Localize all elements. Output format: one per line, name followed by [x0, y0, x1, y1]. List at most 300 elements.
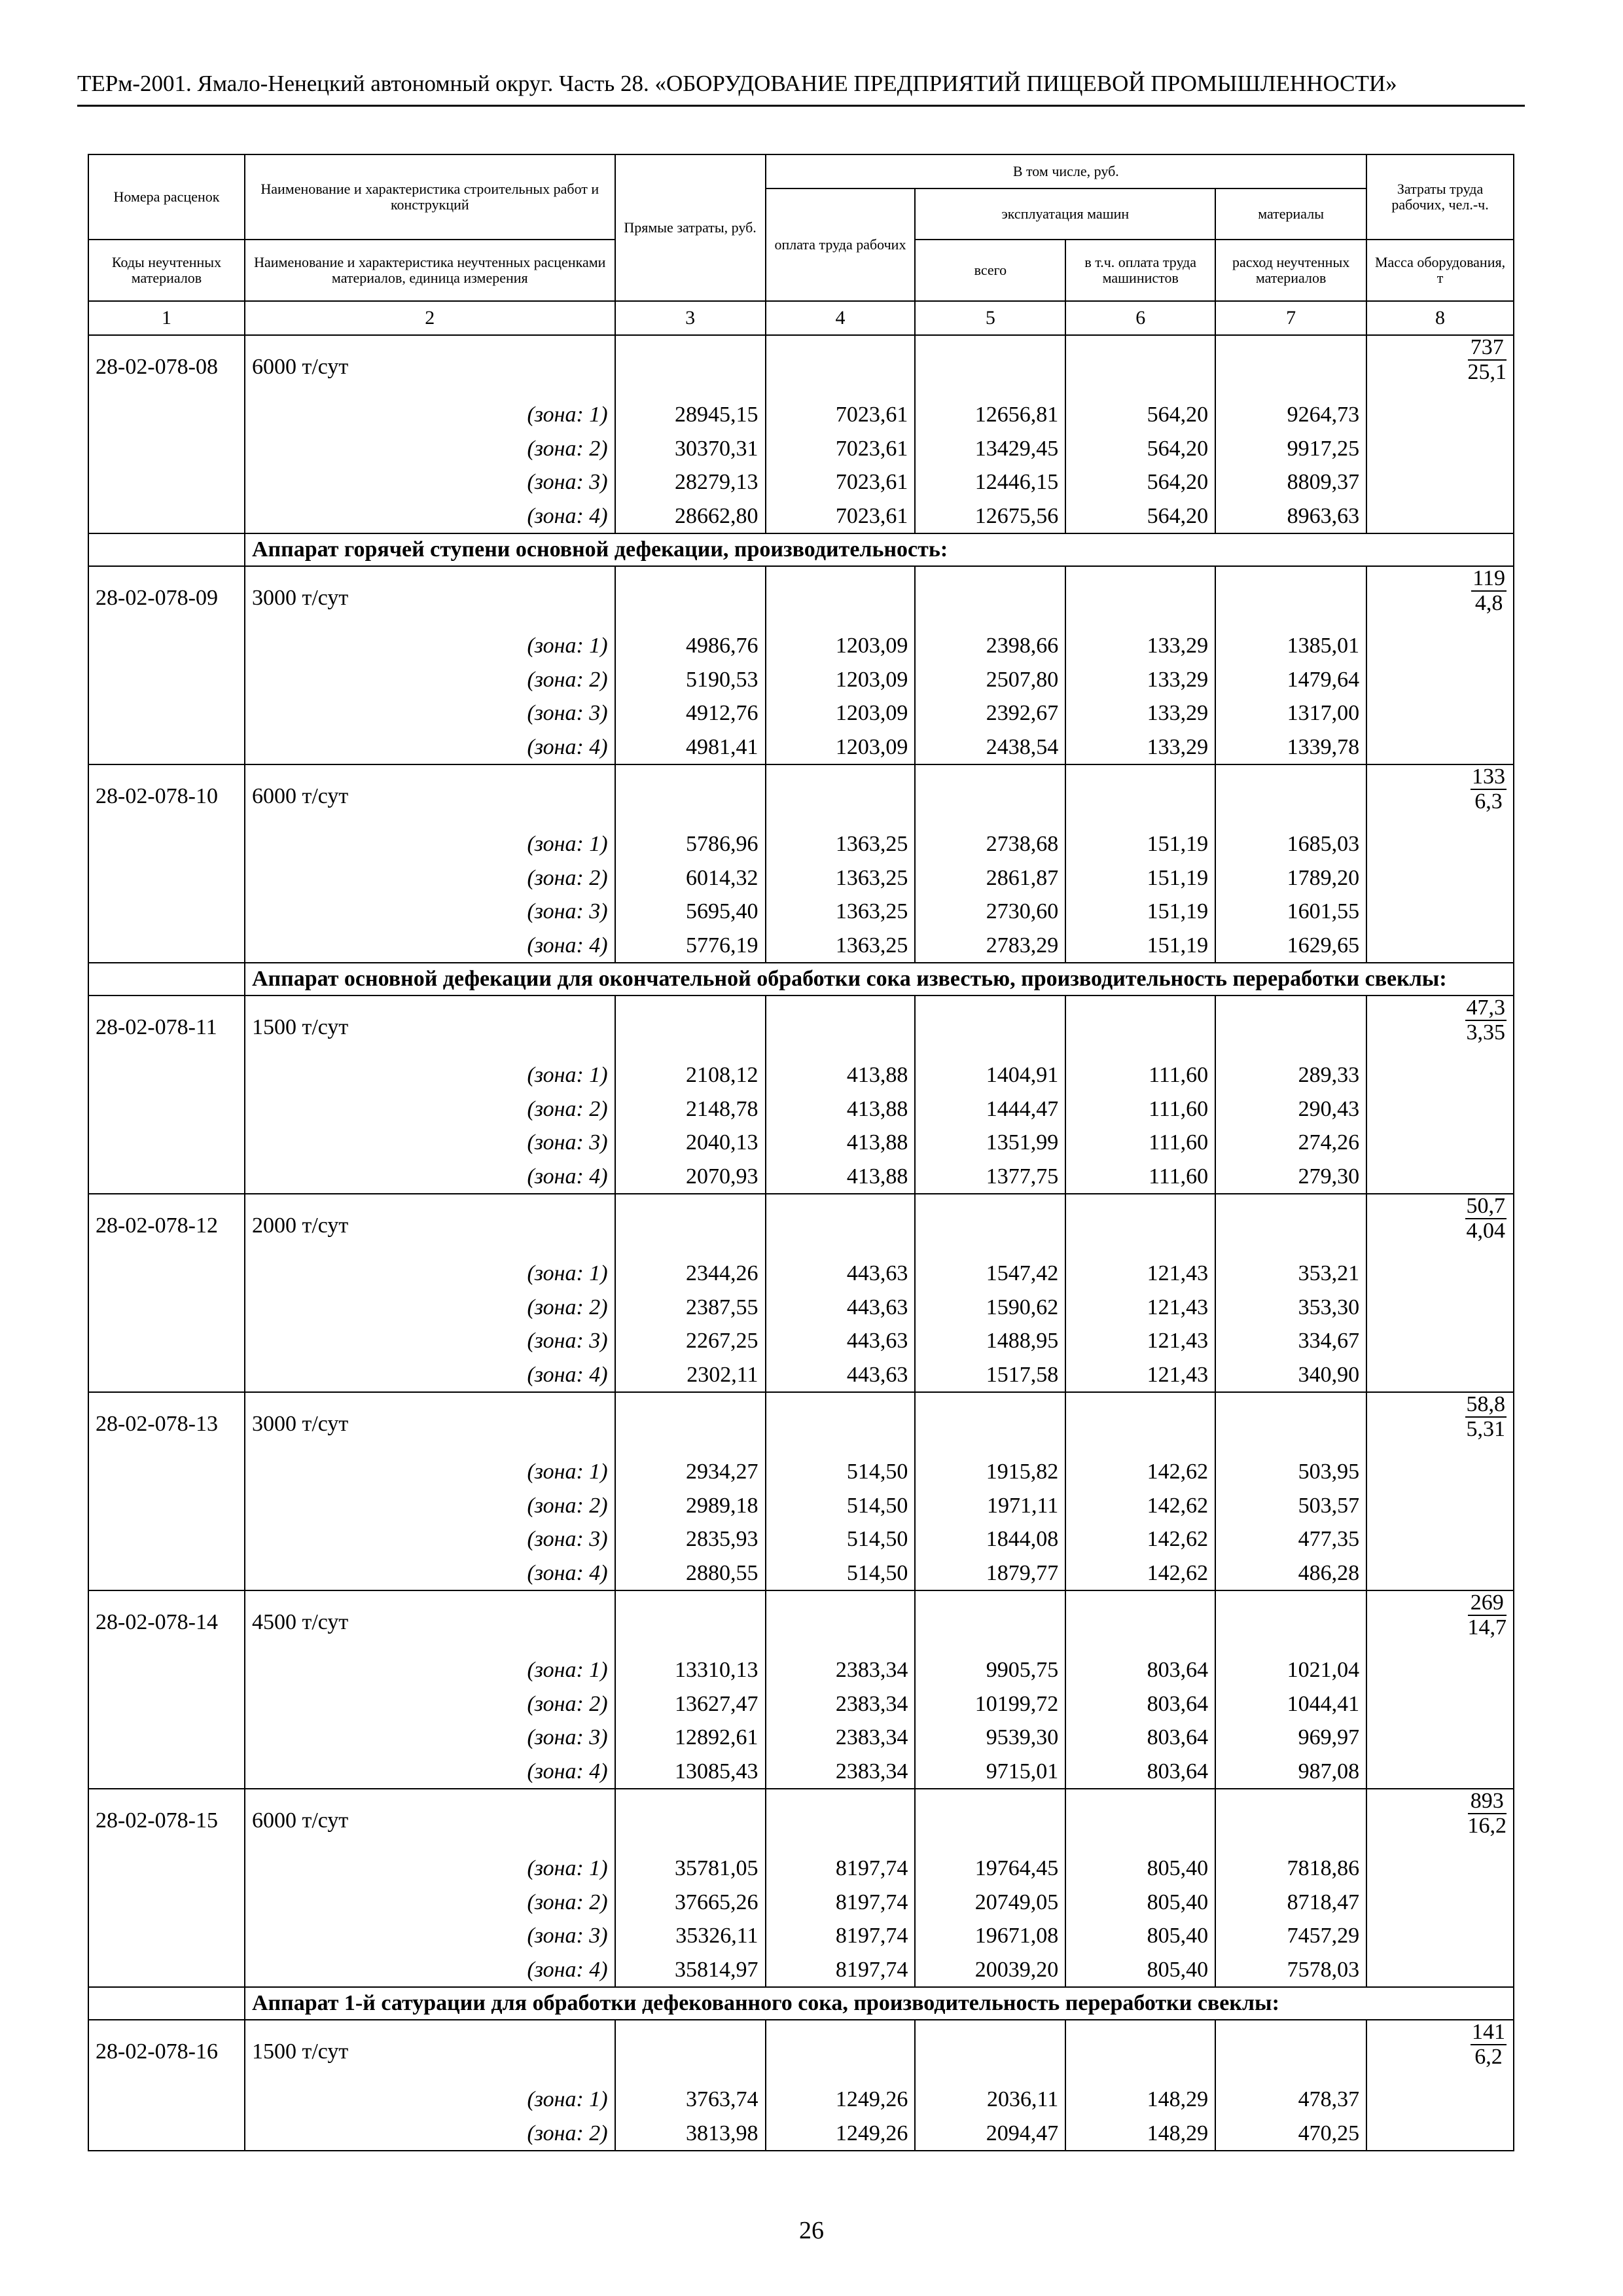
zone-label: (зона: 1)	[245, 827, 615, 861]
value-cell: 2387,55	[615, 1291, 766, 1325]
labor-mass-fraction	[1465, 1393, 1507, 1441]
mass-value: 6,3	[1474, 789, 1503, 814]
empty-cell	[88, 1755, 245, 1789]
table-row	[88, 2020, 1514, 2083]
col-number: 3	[615, 301, 766, 335]
empty-cell	[1366, 629, 1514, 663]
value-cell: 2783,29	[915, 929, 1065, 963]
table-row	[88, 861, 1514, 895]
empty-cell	[615, 335, 766, 398]
value-cell: 2302,11	[615, 1358, 766, 1393]
mass-value: 4,8	[1474, 591, 1503, 615]
rate-code: 28-02-078-16	[88, 2020, 245, 2083]
empty-cell	[88, 1489, 245, 1523]
value-cell: 353,30	[1215, 1291, 1366, 1325]
empty-cell	[1065, 1789, 1215, 1852]
value-cell: 142,62	[1065, 1489, 1215, 1523]
labor-value: 50,7	[1466, 1194, 1505, 1218]
empty-cell	[1065, 996, 1215, 1058]
value-cell: 148,29	[1065, 2117, 1215, 2151]
rate-code: 28-02-078-14	[88, 1590, 245, 1653]
table-row	[88, 566, 1514, 629]
value-cell: 1517,58	[915, 1358, 1065, 1393]
empty-cell	[1366, 1092, 1514, 1126]
table-row	[88, 1721, 1514, 1755]
value-cell: 3813,98	[615, 2117, 766, 2151]
empty-cell	[1366, 895, 1514, 929]
value-cell: 470,25	[1215, 2117, 1366, 2151]
value-cell: 1971,11	[915, 1489, 1065, 1523]
table-row	[88, 1324, 1514, 1358]
rate-code: 28-02-078-09	[88, 566, 245, 629]
value-cell: 35781,05	[615, 1852, 766, 1886]
value-cell: 2989,18	[615, 1489, 766, 1523]
value-cell: 13085,43	[615, 1755, 766, 1789]
value-cell: 151,19	[1065, 895, 1215, 929]
empty-cell	[615, 566, 766, 629]
section-row	[88, 963, 1514, 996]
value-cell: 8718,47	[1215, 1886, 1366, 1920]
mass-value: 25,1	[1467, 360, 1507, 384]
zone-label: (зона: 3)	[245, 1721, 615, 1755]
empty-cell	[88, 1291, 245, 1325]
value-cell: 133,29	[1065, 730, 1215, 765]
empty-cell	[1215, 764, 1366, 827]
empty-cell	[88, 929, 245, 963]
zone-label: (зона: 2)	[245, 1886, 615, 1920]
including-header: В том числе, руб.	[766, 154, 1367, 188]
value-cell: 2507,80	[915, 663, 1065, 697]
zone-label: (зона: 4)	[245, 1556, 615, 1591]
value-cell: 8197,74	[766, 1919, 916, 1953]
value-cell: 8197,74	[766, 1953, 916, 1988]
labor-mass-cell	[1366, 1392, 1514, 1455]
empty-cell	[88, 1160, 245, 1194]
mass-value: 5,31	[1466, 1417, 1505, 1441]
value-cell: 28945,15	[615, 398, 766, 432]
empty-cell	[1366, 1291, 1514, 1325]
value-cell: 151,19	[1065, 861, 1215, 895]
page-number: 26	[799, 2217, 824, 2244]
value-cell: 133,29	[1065, 629, 1215, 663]
empty-cell	[1215, 996, 1366, 1058]
table-row	[88, 1789, 1514, 1852]
rate-code: 28-02-078-11	[88, 996, 245, 1058]
table-row	[88, 1160, 1514, 1194]
empty-cell	[1065, 1590, 1215, 1653]
value-cell: 564,20	[1065, 432, 1215, 466]
value-cell: 1601,55	[1215, 895, 1366, 929]
value-cell: 514,50	[766, 1455, 916, 1489]
col6-header: в т.ч. оплата труда машинистов	[1065, 240, 1215, 301]
item-name: 2000 т/сут	[245, 1194, 615, 1257]
value-cell: 4986,76	[615, 629, 766, 663]
table-row	[88, 1953, 1514, 1988]
zone-label: (зона: 1)	[245, 2083, 615, 2117]
value-cell: 7818,86	[1215, 1852, 1366, 1886]
empty-cell	[915, 1590, 1065, 1653]
item-name: 6000 т/сут	[245, 335, 615, 398]
col3-header: Прямые затраты, руб.	[615, 154, 766, 301]
labor-value: 893	[1468, 1789, 1507, 1814]
value-cell: 111,60	[1065, 1126, 1215, 1160]
machines-header: эксплуатация машин	[915, 188, 1215, 240]
value-cell: 503,57	[1215, 1489, 1366, 1523]
value-cell: 2880,55	[615, 1556, 766, 1591]
table-row	[88, 1755, 1514, 1789]
zone-label: (зона: 2)	[245, 1092, 615, 1126]
value-cell: 6014,32	[615, 861, 766, 895]
empty-cell	[88, 1455, 245, 1489]
zone-label: (зона: 1)	[245, 1653, 615, 1687]
labor-mass-fraction	[1468, 1789, 1507, 1838]
empty-cell	[88, 1257, 245, 1291]
labor-mass-fraction	[1471, 2020, 1507, 2069]
value-cell: 13627,47	[615, 1687, 766, 1721]
zone-label: (зона: 1)	[245, 1058, 615, 1092]
empty-cell	[88, 1687, 245, 1721]
empty-cell	[1366, 1953, 1514, 1988]
value-cell: 2383,34	[766, 1687, 916, 1721]
table-row	[88, 398, 1514, 432]
table-row	[88, 465, 1514, 499]
empty-cell	[1366, 1058, 1514, 1092]
empty-cell	[1065, 1194, 1215, 1257]
empty-cell	[615, 1392, 766, 1455]
empty-cell	[915, 1789, 1065, 1852]
table-row	[88, 1886, 1514, 1920]
value-cell: 7023,61	[766, 499, 916, 534]
value-cell: 2148,78	[615, 1092, 766, 1126]
empty-cell	[1366, 929, 1514, 963]
table-row	[88, 1392, 1514, 1455]
empty-cell	[88, 629, 245, 663]
value-cell: 1044,41	[1215, 1687, 1366, 1721]
value-cell: 2398,66	[915, 629, 1065, 663]
empty-cell	[88, 1092, 245, 1126]
table-row	[88, 929, 1514, 963]
col-number: 1	[88, 301, 245, 335]
value-cell: 274,26	[1215, 1126, 1366, 1160]
value-cell: 20749,05	[915, 1886, 1065, 1920]
col5-header: всего	[915, 240, 1065, 301]
header-rule	[77, 105, 1525, 107]
value-cell: 2861,87	[915, 861, 1065, 895]
value-cell: 142,62	[1065, 1556, 1215, 1591]
value-cell: 514,50	[766, 1522, 916, 1556]
value-cell: 1488,95	[915, 1324, 1065, 1358]
mass-value: 4,04	[1466, 1219, 1505, 1243]
empty-cell	[615, 764, 766, 827]
value-cell: 30370,31	[615, 432, 766, 466]
empty-cell	[1215, 566, 1366, 629]
section-row	[88, 533, 1514, 566]
value-cell: 1479,64	[1215, 663, 1366, 697]
value-cell: 5776,19	[615, 929, 766, 963]
value-cell: 564,20	[1065, 398, 1215, 432]
empty-cell	[915, 1194, 1065, 1257]
empty-cell	[1065, 2020, 1215, 2083]
labor-value: 119	[1472, 566, 1505, 590]
value-cell: 803,64	[1065, 1687, 1215, 1721]
value-cell: 1363,25	[766, 895, 916, 929]
empty-cell	[1366, 2117, 1514, 2151]
value-cell: 443,63	[766, 1257, 916, 1291]
rate-code: 28-02-078-10	[88, 764, 245, 827]
value-cell: 2392,67	[915, 696, 1065, 730]
empty-cell	[88, 861, 245, 895]
value-cell: 1351,99	[915, 1126, 1065, 1160]
empty-cell	[1215, 335, 1366, 398]
table-row	[88, 1358, 1514, 1393]
empty-cell	[88, 465, 245, 499]
empty-cell	[766, 1392, 916, 1455]
value-cell: 564,20	[1065, 499, 1215, 534]
table-row	[88, 1455, 1514, 1489]
value-cell: 111,60	[1065, 1160, 1215, 1194]
empty-cell	[88, 827, 245, 861]
page-header: ТЕРм-2001. Ямало-Ненецкий автономный округ. Часть 28. «ОБОРУДОВАНИЕ ПРЕДПРИЯТИЙ ПИЩЕВОЙ ПРОМЫШЛЕННОСТИ»	[77, 71, 1397, 96]
value-cell: 12446,15	[915, 465, 1065, 499]
empty-cell	[766, 566, 916, 629]
value-cell: 28662,80	[615, 499, 766, 534]
empty-cell	[88, 499, 245, 534]
labor-value: 58,8	[1466, 1392, 1505, 1416]
empty-cell	[88, 1953, 245, 1988]
value-cell: 1363,25	[766, 861, 916, 895]
labor-mass-fraction	[1468, 336, 1507, 384]
item-name: 3000 т/сут	[245, 1392, 615, 1455]
empty-cell	[1366, 1919, 1514, 1953]
empty-cell	[615, 996, 766, 1058]
empty-cell	[1366, 1852, 1514, 1886]
empty-cell	[88, 1358, 245, 1393]
value-cell: 121,43	[1065, 1358, 1215, 1393]
value-cell: 514,50	[766, 1556, 916, 1591]
empty-cell	[915, 996, 1065, 1058]
empty-cell	[1366, 1455, 1514, 1489]
zone-label: (зона: 1)	[245, 1852, 615, 1886]
value-cell: 5190,53	[615, 663, 766, 697]
value-cell: 1203,09	[766, 730, 916, 765]
empty-cell	[88, 1324, 245, 1358]
empty-cell	[1366, 1556, 1514, 1591]
value-cell: 334,67	[1215, 1324, 1366, 1358]
labor-value: 47,3	[1466, 996, 1505, 1020]
labor-mass-cell	[1366, 764, 1514, 827]
table-row	[88, 730, 1514, 765]
empty-cell	[1366, 2083, 1514, 2117]
value-cell: 148,29	[1065, 2083, 1215, 2117]
table-row	[88, 629, 1514, 663]
empty-cell	[1366, 398, 1514, 432]
table-row	[88, 1687, 1514, 1721]
zone-label: (зона: 1)	[245, 398, 615, 432]
rate-code: 28-02-078-12	[88, 1194, 245, 1257]
item-name: 6000 т/сут	[245, 764, 615, 827]
value-cell: 2383,34	[766, 1755, 916, 1789]
value-cell: 413,88	[766, 1160, 916, 1194]
value-cell: 35814,97	[615, 1953, 766, 1988]
zone-label: (зона: 2)	[245, 1489, 615, 1523]
value-cell: 8197,74	[766, 1852, 916, 1886]
value-cell: 111,60	[1065, 1092, 1215, 1126]
empty-cell	[1215, 1392, 1366, 1455]
empty-cell	[1366, 465, 1514, 499]
zone-label: (зона: 4)	[245, 1160, 615, 1194]
rate-code: 28-02-078-13	[88, 1392, 245, 1455]
table-row	[88, 696, 1514, 730]
zone-label: (зона: 2)	[245, 432, 615, 466]
value-cell: 35326,11	[615, 1919, 766, 1953]
value-cell: 803,64	[1065, 1721, 1215, 1755]
value-cell: 2094,47	[915, 2117, 1065, 2151]
table-head	[88, 154, 1514, 335]
labor-value: 133	[1472, 764, 1505, 789]
value-cell: 12656,81	[915, 398, 1065, 432]
value-cell: 7023,61	[766, 465, 916, 499]
value-cell: 7457,29	[1215, 1919, 1366, 1953]
empty-cell	[1366, 1755, 1514, 1789]
value-cell: 514,50	[766, 1489, 916, 1523]
zone-label: (зона: 4)	[245, 1953, 615, 1988]
empty-cell	[915, 764, 1065, 827]
value-cell: 4981,41	[615, 730, 766, 765]
empty-cell	[766, 1789, 916, 1852]
value-cell: 2070,93	[615, 1160, 766, 1194]
value-cell: 290,43	[1215, 1092, 1366, 1126]
empty-cell	[766, 335, 916, 398]
col2-header: Наименование и характеристика строительных работ и конструкций	[245, 154, 615, 240]
value-cell: 1879,77	[915, 1556, 1065, 1591]
labor-mass-fraction	[1471, 567, 1507, 615]
empty-cell	[1215, 1590, 1366, 1653]
value-cell: 2730,60	[915, 895, 1065, 929]
empty-cell	[1366, 1886, 1514, 1920]
empty-cell	[88, 730, 245, 765]
value-cell: 987,08	[1215, 1755, 1366, 1789]
empty-cell	[88, 1886, 245, 1920]
value-cell: 121,43	[1065, 1291, 1215, 1325]
empty-cell	[915, 2020, 1065, 2083]
mass-value: 16,2	[1467, 1814, 1507, 1838]
value-cell: 2344,26	[615, 1257, 766, 1291]
empty-cell	[88, 1556, 245, 1591]
value-cell: 28279,13	[615, 465, 766, 499]
col-number: 5	[915, 301, 1065, 335]
table-row	[88, 1058, 1514, 1092]
value-cell: 9264,73	[1215, 398, 1366, 432]
value-cell: 8809,37	[1215, 465, 1366, 499]
col4-header: оплата труда рабочих	[766, 188, 916, 301]
value-cell: 1363,25	[766, 929, 916, 963]
empty-cell	[1215, 1194, 1366, 1257]
value-cell: 1317,00	[1215, 696, 1366, 730]
value-cell: 2383,34	[766, 1653, 916, 1687]
table-row	[88, 1126, 1514, 1160]
zone-label: (зона: 2)	[245, 2117, 615, 2151]
labor-mass-cell	[1366, 1789, 1514, 1852]
value-cell: 805,40	[1065, 1886, 1215, 1920]
empty-cell	[88, 895, 245, 929]
value-cell: 7023,61	[766, 398, 916, 432]
item-name: 3000 т/сут	[245, 566, 615, 629]
zone-label: (зона: 4)	[245, 1755, 615, 1789]
empty-cell	[88, 1522, 245, 1556]
value-cell: 2835,93	[615, 1522, 766, 1556]
empty-cell	[615, 1590, 766, 1653]
col8-subheader: Масса оборудования, т	[1366, 240, 1514, 301]
value-cell: 1385,01	[1215, 629, 1366, 663]
table-row	[88, 1852, 1514, 1886]
empty-cell	[88, 2083, 245, 2117]
value-cell: 1590,62	[915, 1291, 1065, 1325]
value-cell: 8197,74	[766, 1886, 916, 1920]
value-cell: 289,33	[1215, 1058, 1366, 1092]
value-cell: 486,28	[1215, 1556, 1366, 1591]
table-row	[88, 499, 1514, 534]
value-cell: 8963,63	[1215, 499, 1366, 534]
table-row	[88, 764, 1514, 827]
value-cell: 142,62	[1065, 1522, 1215, 1556]
zone-label: (зона: 4)	[245, 730, 615, 765]
table-row	[88, 335, 1514, 398]
value-cell: 1844,08	[915, 1522, 1065, 1556]
empty-cell	[1065, 566, 1215, 629]
value-cell: 1547,42	[915, 1257, 1065, 1291]
empty-cell	[615, 2020, 766, 2083]
table-row	[88, 2117, 1514, 2151]
table-row	[88, 827, 1514, 861]
section-empty-cell	[88, 963, 245, 996]
value-cell: 3763,74	[615, 2083, 766, 2117]
value-cell: 12675,56	[915, 499, 1065, 534]
empty-cell	[1366, 1358, 1514, 1393]
value-cell: 7578,03	[1215, 1953, 1366, 1988]
price-table	[88, 154, 1514, 2151]
labor-value: 141	[1472, 2020, 1505, 2044]
value-cell: 443,63	[766, 1291, 916, 1325]
col7-subheader: расход неучтенных материалов	[1215, 240, 1366, 301]
value-cell: 413,88	[766, 1126, 916, 1160]
value-cell: 2108,12	[615, 1058, 766, 1092]
value-cell: 133,29	[1065, 696, 1215, 730]
value-cell: 4912,76	[615, 696, 766, 730]
zone-label: (зона: 2)	[245, 1291, 615, 1325]
value-cell: 353,21	[1215, 1257, 1366, 1291]
empty-cell	[1366, 861, 1514, 895]
value-cell: 12892,61	[615, 1721, 766, 1755]
value-cell: 443,63	[766, 1358, 916, 1393]
empty-cell	[1366, 663, 1514, 697]
value-cell: 1203,09	[766, 696, 916, 730]
rate-code: 28-02-078-15	[88, 1789, 245, 1852]
empty-cell	[88, 1852, 245, 1886]
value-cell: 142,62	[1065, 1455, 1215, 1489]
value-cell: 1404,91	[915, 1058, 1065, 1092]
labor-mass-fraction	[1471, 765, 1507, 814]
zone-label: (зона: 3)	[245, 1919, 615, 1953]
value-cell: 9715,01	[915, 1755, 1065, 1789]
empty-cell	[88, 1126, 245, 1160]
col1-header: Номера расценок	[88, 154, 245, 240]
value-cell: 2040,13	[615, 1126, 766, 1160]
value-cell: 1363,25	[766, 827, 916, 861]
empty-cell	[766, 1194, 916, 1257]
empty-cell	[1366, 1257, 1514, 1291]
mass-value: 14,7	[1467, 1615, 1507, 1640]
value-cell: 969,97	[1215, 1721, 1366, 1755]
